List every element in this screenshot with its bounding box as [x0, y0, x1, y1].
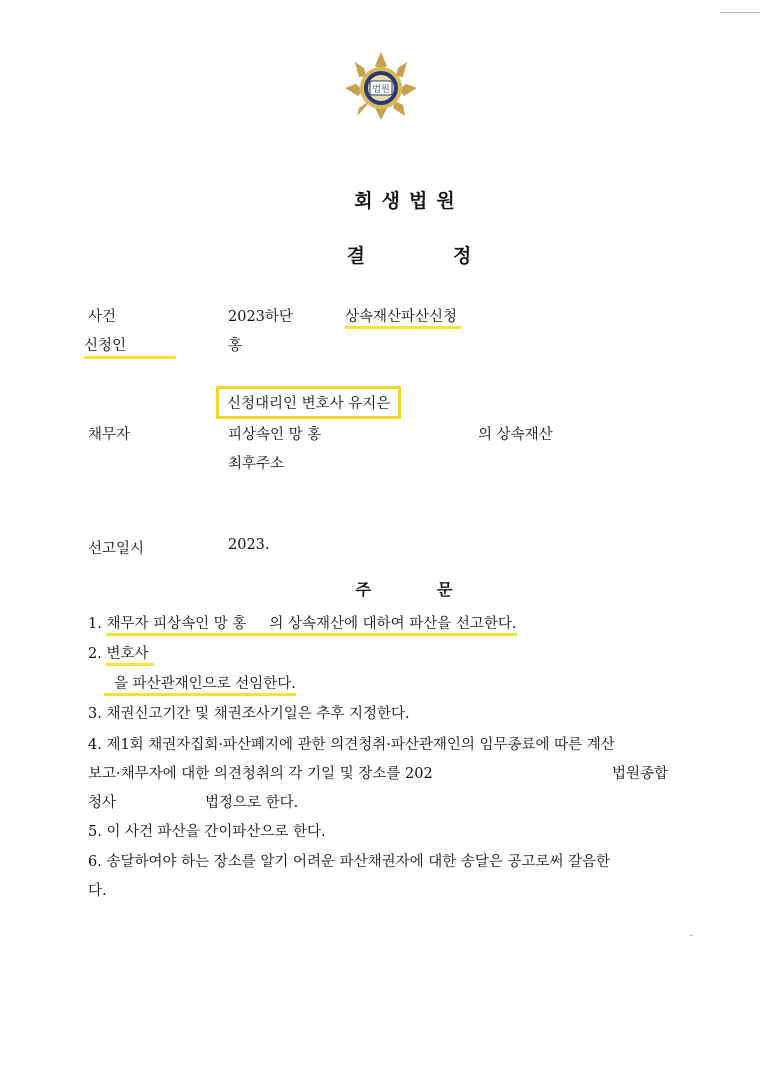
order-item-6-line2: 다. — [88, 883, 107, 899]
case-label: 사건 — [88, 309, 117, 325]
attorney-box — [216, 386, 401, 419]
debtor-label: 채무자 — [88, 427, 131, 443]
order-heading — [0, 577, 768, 600]
debtor-suffix: 의 상속재산 — [478, 427, 553, 443]
case-type: 상속재산파산신청 — [345, 309, 461, 329]
order-item-3: 3. 채권신고기간 및 채권조사기일은 추후 지정한다. — [88, 706, 410, 722]
scan-mark — [720, 12, 760, 13]
title-left: 결 — [346, 245, 365, 267]
order-item-2-num: 2. — [88, 646, 102, 662]
court-emblem — [341, 50, 421, 122]
order-item-5: 5. 이 사건 파산을 간이파산으로 한다. — [88, 824, 326, 840]
order-item-1-num: 1. — [88, 616, 102, 632]
order-item-4-line2b: 법원종합 — [612, 766, 669, 782]
court-name: 회생법원 — [354, 190, 464, 212]
order-item-4-line3a: 청사 — [88, 795, 117, 811]
applicant-label-wrap — [84, 334, 176, 359]
applicant-label: 신청인 — [84, 334, 176, 359]
applicant-name: 홍 — [228, 338, 243, 354]
scan-mark — [690, 935, 693, 936]
case-type-wrap — [345, 305, 461, 326]
order-item-1 — [88, 612, 517, 633]
order-item-2-line1: 변호사 — [106, 646, 154, 666]
title-right: 정 — [453, 245, 472, 267]
order-item-6-line1: 6. 송달하여야 하는 장소를 알기 어려운 파산채권자에 대한 송달은 공고로써 갈음한 — [88, 854, 611, 870]
attorney-text: 신청대리인 변호사 유지은 — [216, 386, 401, 419]
order-item-4-line2a: 보고·채무자에 대한 의견청취의 각 기일 및 장소를 202 — [88, 766, 433, 782]
debtor-label-wrap — [88, 423, 176, 444]
document-title — [0, 241, 768, 268]
pronouncement-date: 2023. — [228, 537, 270, 553]
order-item-4-line3b: 법정으로 한다. — [205, 795, 299, 811]
order-item-1-text: 채무자 피상속인 망 홍 의 상속재산에 대하여 파산을 선고한다. — [106, 616, 516, 636]
case-label-wrap — [88, 305, 176, 326]
debtor-last-address-label: 최후주소 — [228, 456, 285, 472]
emblem-text: 법원 — [372, 85, 390, 95]
case-number: 2023하단 — [228, 309, 293, 325]
order-item-2-line2-wrap — [104, 672, 296, 693]
pronouncement-label: 선고일시 — [88, 541, 145, 557]
court-emblem-icon — [341, 50, 421, 122]
order-item-2 — [88, 642, 154, 663]
order-heading-right: 문 — [437, 580, 453, 599]
order-item-2-line2: 을 파산관재인으로 선임한다. — [104, 676, 296, 696]
order-heading-left: 주 — [355, 580, 371, 599]
debtor-name: 피상속인 망 홍 — [228, 427, 322, 443]
pronouncement-label-wrap — [88, 537, 176, 558]
order-item-4-line1: 4. 제1회 채권자집회·파산폐지에 관한 의견청취·파산관재인의 임무종료에 따른 계산 — [88, 737, 615, 753]
